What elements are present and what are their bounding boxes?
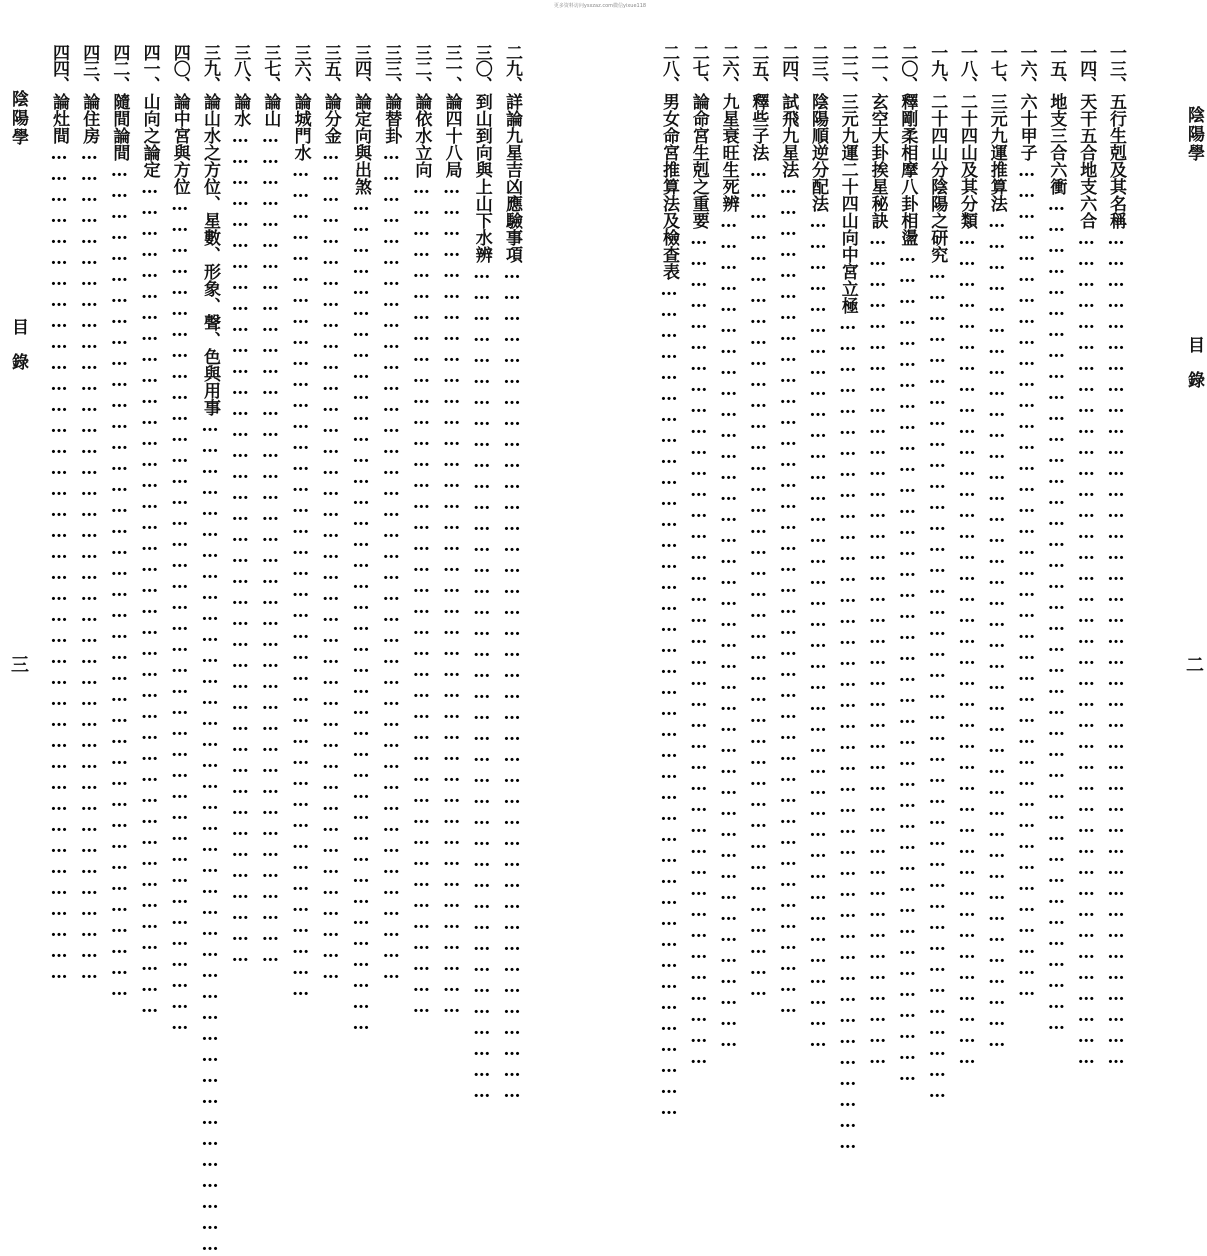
left-page bbox=[0, 0, 560, 1256]
toc-entry-title: 論水 bbox=[230, 93, 251, 127]
toc-leader-dots: ………………………………………………………………………………………………………… bbox=[718, 212, 739, 1052]
toc-entry-number: 三一 bbox=[441, 44, 462, 76]
toc-entry-title: 六十甲子 bbox=[1016, 93, 1037, 161]
toc-entry-separator: 、 bbox=[778, 76, 799, 93]
toc-entry-number: 二九 bbox=[502, 44, 522, 76]
toc-leader-dots: ………………………………………………………………………………………………………… bbox=[230, 127, 251, 967]
toc-entry bbox=[226, 44, 253, 967]
toc-entry-title: 論四十八局 bbox=[441, 93, 462, 178]
toc-entry-title: 詳論九星吉凶應驗事項 bbox=[502, 93, 522, 263]
toc-entry bbox=[685, 44, 712, 1069]
toc-entry-number: 三四 bbox=[351, 44, 371, 76]
toc-entry-title: 論山水之方位、星數、形象、聲、色與用事 bbox=[200, 93, 220, 416]
toc-entry-title: 論分金 bbox=[320, 93, 341, 144]
toc-leader-dots: ………………………………………………………………………………………………………… bbox=[837, 314, 858, 1154]
toc-leader-dots: ………………………………………………………………………………………………………… bbox=[897, 246, 918, 1086]
toc-entry-number: 二七 bbox=[688, 44, 709, 76]
toc-entry-number: 四一 bbox=[139, 44, 160, 76]
toc-entry-number: 一四 bbox=[1076, 44, 1097, 76]
toc-entry-number: 二二 bbox=[837, 44, 858, 76]
toc-entry-title: 陰陽順逆分配法 bbox=[808, 93, 828, 212]
toc-entry-title: 釋剛柔相摩八卦相盪 bbox=[897, 93, 918, 246]
toc-entry-separator: 、 bbox=[351, 76, 371, 93]
watermark-text: 更多资料访问ysxzaz.com微信yixue118 bbox=[553, 3, 647, 9]
toc-entry bbox=[864, 44, 891, 1069]
toc-entry bbox=[1013, 44, 1040, 1001]
toc-entry bbox=[468, 44, 495, 1103]
toc-leader-dots: ………………………………………………………………………………………………………… bbox=[169, 195, 190, 1035]
toc-entry bbox=[498, 44, 525, 1103]
toc-entry-separator: 、 bbox=[441, 76, 462, 93]
toc-leader-dots: ………………………………………………………………………………………………………… bbox=[290, 161, 311, 1001]
toc-entry-title: 三元九運二十四山向中宮立極 bbox=[837, 93, 858, 314]
toc-entry-title: 論住房 bbox=[79, 93, 100, 144]
toc-entry bbox=[317, 44, 344, 984]
toc-entry-number: 三八 bbox=[230, 44, 251, 76]
toc-entry-number: 一七 bbox=[986, 44, 1007, 76]
toc-leader-dots: ………………………………………………………………………………………………………… bbox=[79, 144, 100, 984]
toc-entry-title: 論城門水 bbox=[290, 93, 311, 161]
toc-entry-separator: 、 bbox=[1076, 76, 1097, 93]
toc-leader-dots: ………………………………………………………………………………………………………… bbox=[109, 161, 130, 1001]
toc-entry-title: 男女命宮推算法及檢查表 bbox=[659, 93, 679, 280]
toc-entry-number: 三七 bbox=[260, 44, 281, 76]
toc-entry-number: 三〇 bbox=[471, 44, 492, 76]
toc-entry bbox=[1072, 44, 1099, 1069]
toc-entry-number: 三九 bbox=[200, 44, 220, 76]
toc-entry-number: 三五 bbox=[320, 44, 341, 76]
toc-entry bbox=[377, 44, 404, 984]
toc-leader-dots: ………………………………………………………………………………………………………… bbox=[49, 144, 69, 984]
toc-entry-separator: 、 bbox=[260, 76, 281, 93]
toc-entry-title: 論命宮生剋之重要 bbox=[688, 93, 709, 229]
toc-entry-number: 一九 bbox=[927, 44, 948, 76]
toc-entry bbox=[347, 44, 374, 1035]
toc-entry bbox=[196, 44, 223, 1256]
toc-entry-number: 一五 bbox=[1046, 44, 1067, 76]
toc-entry bbox=[256, 44, 283, 967]
toc-entry-separator: 、 bbox=[986, 76, 1007, 93]
toc-entry-title: 論山 bbox=[260, 93, 281, 127]
toc-leader-dots: ………………………………………………………………………………………………………… bbox=[1046, 195, 1067, 1035]
toc-leader-dots: ………………………………………………………………………………………………………… bbox=[471, 263, 492, 1103]
toc-entry-separator: 、 bbox=[200, 76, 220, 93]
toc-leader-dots: ………………………………………………………………………………………………………… bbox=[1106, 229, 1126, 1069]
toc-entry-number: 四四 bbox=[49, 44, 69, 76]
toc-leader-dots: ………………………………………………………………………………………………………… bbox=[748, 161, 769, 1001]
toc-entry-separator: 、 bbox=[230, 76, 251, 93]
toc-entry-number: 二四 bbox=[778, 44, 799, 76]
toc-entry-title: 論依水立向 bbox=[411, 93, 432, 178]
toc-entry-number: 四〇 bbox=[169, 44, 190, 76]
toc-entry-number: 四二 bbox=[109, 44, 130, 76]
toc-entry bbox=[166, 44, 193, 1035]
toc-entry bbox=[1042, 44, 1069, 1035]
toc-leader-dots: ………………………………………………………………………………………………………… bbox=[411, 178, 432, 1018]
toc-entry bbox=[983, 44, 1010, 1052]
toc-entry-number: 四三 bbox=[79, 44, 100, 76]
toc-entry bbox=[105, 44, 132, 1001]
toc-entry-number: 一八 bbox=[957, 44, 977, 76]
toc-entry-title: 釋些子法 bbox=[748, 93, 769, 161]
toc-entry bbox=[655, 44, 682, 1120]
toc-entry-separator: 、 bbox=[718, 76, 739, 93]
toc-leader-dots: ………………………………………………………………………………………………………… bbox=[320, 144, 341, 984]
toc-entry-separator: 、 bbox=[1106, 76, 1126, 93]
toc-leader-dots: ………………………………………………………………………………………………………… bbox=[1076, 229, 1097, 1069]
toc-entry-title: 隨間論間 bbox=[109, 93, 130, 161]
toc-entry-number: 二六 bbox=[718, 44, 739, 76]
toc-entry-separator: 、 bbox=[320, 76, 341, 93]
toc-entry-title: 三元九運推算法 bbox=[986, 93, 1007, 212]
running-title: 陰陽學 bbox=[8, 90, 28, 147]
toc-entry-number: 二三 bbox=[808, 44, 828, 76]
toc-entry bbox=[1102, 44, 1129, 1069]
toc-leader-dots: ………………………………………………………………………………………………………… bbox=[986, 212, 1007, 1052]
toc-entry-separator: 、 bbox=[867, 76, 888, 93]
toc-entry-separator: 、 bbox=[927, 76, 948, 93]
toc-entry-title: 五行生剋及其名稱 bbox=[1106, 93, 1126, 229]
toc-entry-number: 二一 bbox=[867, 44, 888, 76]
right-page bbox=[640, 0, 1204, 1154]
toc-entry bbox=[774, 44, 801, 1018]
toc-entry-separator: 、 bbox=[169, 76, 190, 93]
toc-entry-separator: 、 bbox=[49, 76, 69, 93]
toc-entry-title: 九星衰旺生死辨 bbox=[718, 93, 739, 212]
toc-leader-dots: ………………………………………………………………………………………………………… bbox=[260, 127, 281, 967]
page-number: 二 bbox=[1183, 655, 1204, 673]
toc-entry-number: 二五 bbox=[748, 44, 769, 76]
toc-entry-title: 論替卦 bbox=[381, 93, 402, 144]
toc-entry-number: 三二 bbox=[411, 44, 432, 76]
toc-entry-separator: 、 bbox=[659, 76, 679, 93]
toc-entry-title: 山向之論定 bbox=[139, 93, 160, 178]
toc-entry-number: 三三 bbox=[381, 44, 402, 76]
toc-entry-separator: 、 bbox=[139, 76, 160, 93]
toc-leader-dots: ………………………………………………………………………………………………………… bbox=[778, 178, 799, 1018]
toc-entry-number: 一六 bbox=[1016, 44, 1037, 76]
toc-entry-separator: 、 bbox=[502, 76, 522, 93]
toc-entry bbox=[804, 44, 831, 1052]
toc-entry bbox=[136, 44, 163, 1018]
toc-entry-number: 二八 bbox=[659, 44, 679, 76]
toc-leader-dots: ………………………………………………………………………………………………………… bbox=[351, 195, 371, 1035]
toc-leader-dots: ………………………………………………………………………………………………………… bbox=[381, 144, 402, 984]
toc-entry-title: 二十四山及其分類 bbox=[957, 93, 977, 229]
toc-entry-separator: 、 bbox=[688, 76, 709, 93]
toc-entry-separator: 、 bbox=[109, 76, 130, 93]
toc-entry-separator: 、 bbox=[411, 76, 432, 93]
toc-entry bbox=[287, 44, 314, 1001]
toc-entry-title: 論定向與出煞 bbox=[351, 93, 371, 195]
page-number: 三 bbox=[8, 655, 29, 673]
toc-entry-title: 論中宮與方位 bbox=[169, 93, 190, 195]
toc-leader-dots: ………………………………………………………………………………………………………… bbox=[808, 212, 828, 1052]
toc-entry bbox=[75, 44, 102, 984]
toc-entry-separator: 、 bbox=[1016, 76, 1037, 93]
toc-entry-number: 三六 bbox=[290, 44, 311, 76]
toc-leader-dots: ………………………………………………………………………………………………………… bbox=[867, 229, 888, 1069]
toc-leader-dots: ………………………………………………………………………………………………………… bbox=[927, 263, 948, 1103]
toc-leader-dots: ………………………………………………………………………………………………………… bbox=[139, 178, 160, 1018]
toc-entry-separator: 、 bbox=[808, 76, 828, 93]
toc-leader-dots: ………………………………………………………………………………………………………… bbox=[1016, 161, 1037, 1001]
toc-entry-title: 地支三合六衝 bbox=[1046, 93, 1067, 195]
section-title: 目錄 bbox=[1184, 336, 1204, 406]
toc-entry bbox=[438, 44, 465, 1018]
toc-leader-dots: ………………………………………………………………………………………………………… bbox=[659, 280, 679, 1120]
toc-entry-separator: 、 bbox=[471, 76, 492, 93]
toc-entry bbox=[893, 44, 920, 1086]
toc-entry-separator: 、 bbox=[748, 76, 769, 93]
toc-entry-title: 二十四山分陰陽之研究 bbox=[927, 93, 948, 263]
toc-entry-separator: 、 bbox=[290, 76, 311, 93]
toc-entry bbox=[744, 44, 771, 1001]
toc-entry-separator: 、 bbox=[1046, 76, 1067, 93]
toc-entry-title: 天干五合地支六合 bbox=[1076, 93, 1097, 229]
toc-entry-separator: 、 bbox=[79, 76, 100, 93]
toc-leader-dots: ………………………………………………………………………………………………………… bbox=[502, 263, 522, 1103]
toc-entry-number: 二〇 bbox=[897, 44, 918, 76]
toc-entry-title: 到山到向與上山下水辨 bbox=[471, 93, 492, 263]
toc-entry-separator: 、 bbox=[837, 76, 858, 93]
toc-entry-title: 論灶間 bbox=[49, 93, 69, 144]
toc-leader-dots: ………………………………………………………………………………………………………… bbox=[200, 416, 220, 1256]
toc-entry-separator: 、 bbox=[381, 76, 402, 93]
toc-entry-number: 一三 bbox=[1106, 44, 1126, 76]
toc-leader-dots: ………………………………………………………………………………………………………… bbox=[688, 229, 709, 1069]
section-title: 目錄 bbox=[8, 318, 28, 388]
running-title: 陰陽學 bbox=[1184, 106, 1204, 163]
toc-entry bbox=[834, 44, 861, 1154]
toc-leader-dots: ………………………………………………………………………………………………………… bbox=[957, 229, 977, 1069]
toc-entry bbox=[923, 44, 950, 1103]
toc-entry bbox=[953, 44, 980, 1069]
toc-leader-dots: ………………………………………………………………………………………………………… bbox=[441, 178, 462, 1018]
toc-entry-separator: 、 bbox=[897, 76, 918, 93]
toc-entry bbox=[715, 44, 742, 1052]
toc-entry-separator: 、 bbox=[957, 76, 977, 93]
toc-entry-title: 玄空大卦挨星秘訣 bbox=[867, 93, 888, 229]
toc-entry bbox=[407, 44, 434, 1018]
toc-entry bbox=[45, 44, 72, 984]
toc-entry-title: 試飛九星法 bbox=[778, 93, 799, 178]
